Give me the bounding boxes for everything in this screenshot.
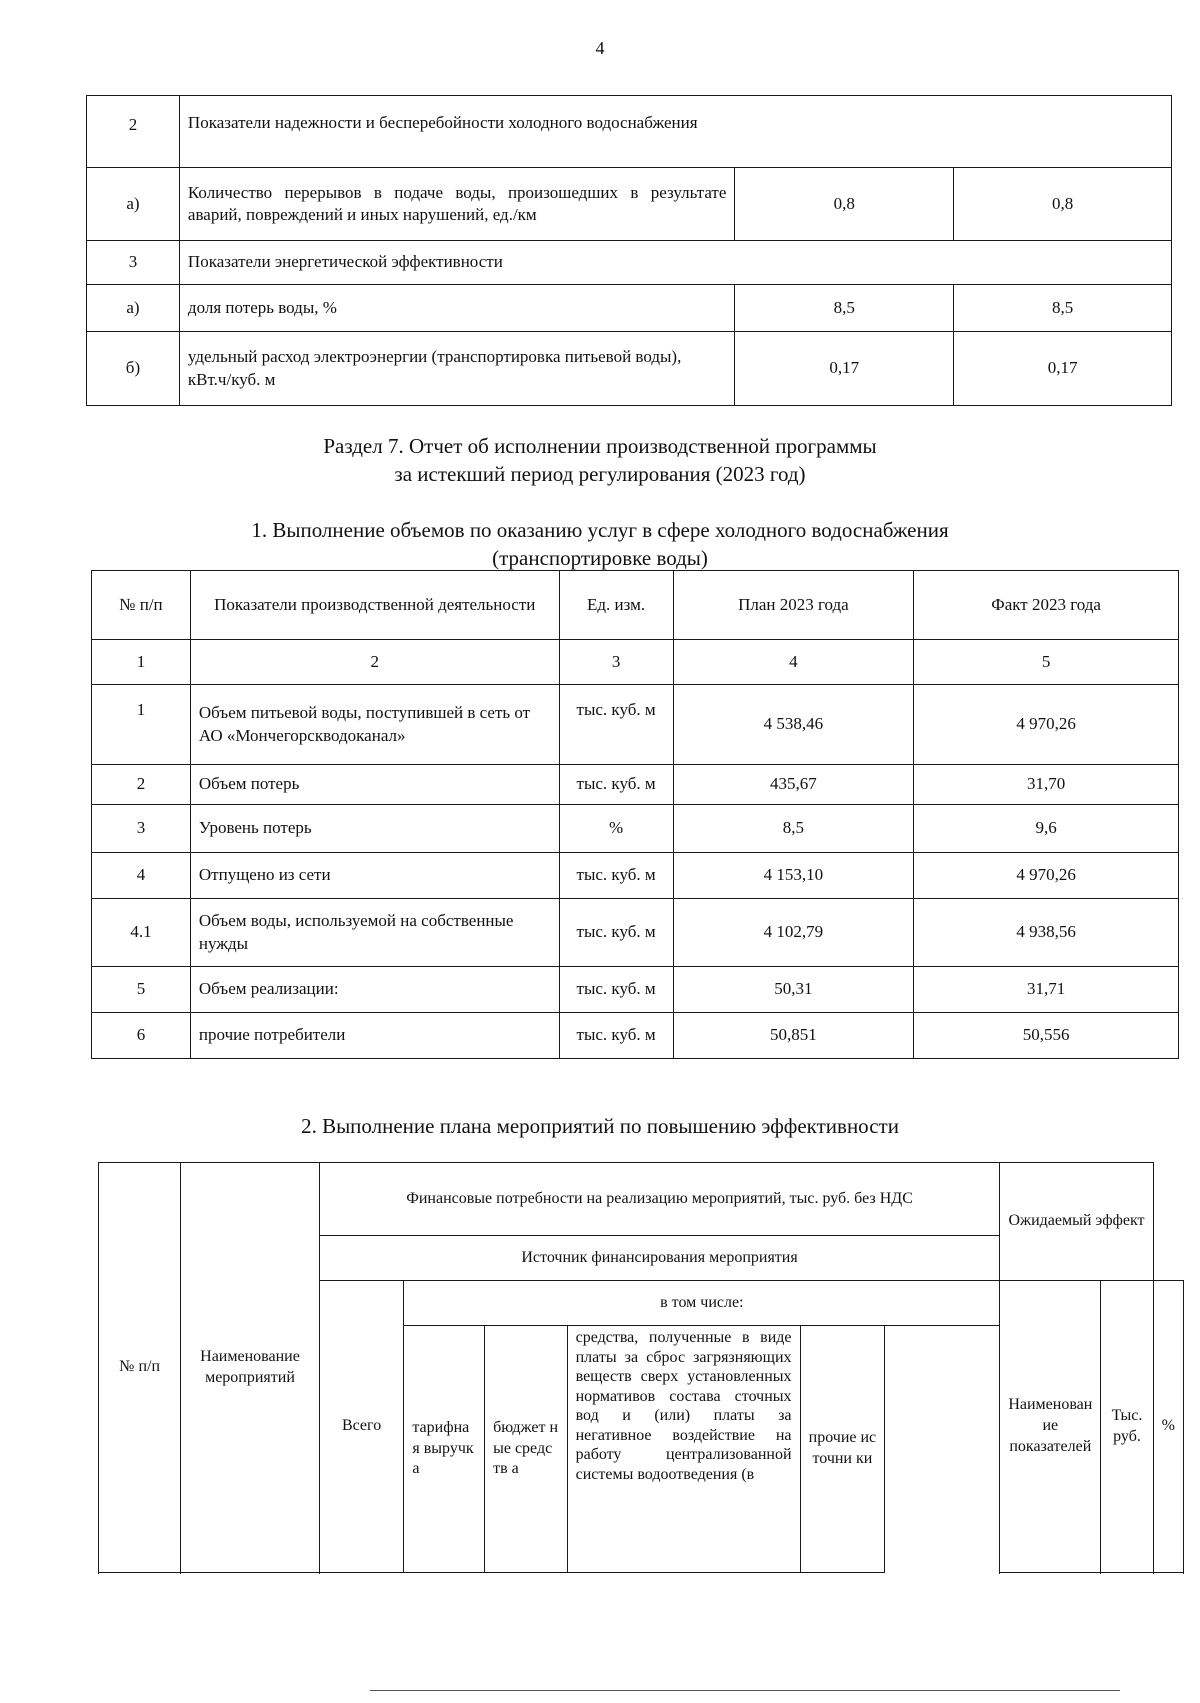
volumes-row-unit: тыс. куб. м xyxy=(559,967,673,1013)
volumes-row-name: Объем питьевой воды, поступившей в сеть от АО «Мончегорскводоканал» xyxy=(190,685,559,765)
indicators-row-plan: 8,5 xyxy=(735,285,954,332)
measures-fin-needs: Финансовые потребности на реализацию мероприятий, тыс. руб. без НДС xyxy=(319,1163,1000,1236)
measures-including: в том числе: xyxy=(404,1281,1000,1326)
volumes-header-fact: Факт 2023 года xyxy=(914,571,1179,640)
volumes-row-name: Уровень потерь xyxy=(190,805,559,853)
indicators-row-num: 2 xyxy=(87,96,180,168)
volumes-table xyxy=(91,570,1179,1059)
measures-source: Источник финансирования мероприятия xyxy=(319,1236,1000,1281)
volumes-row-num: 6 xyxy=(92,1013,191,1059)
volumes-row-num: 4 xyxy=(92,853,191,899)
volumes-row-fact: 50,556 xyxy=(914,1013,1179,1059)
volumes-row-fact: 4 970,26 xyxy=(914,685,1179,765)
measures-budget: бюджет ные средств а xyxy=(485,1326,568,1573)
indicators-row-fact: 0,8 xyxy=(954,168,1172,241)
measures-indicator-name: Наименован ие показателей xyxy=(1000,1281,1101,1573)
indicators-row-name: Показатели надежности и бесперебойности холодного водоснабжения xyxy=(179,96,1171,168)
volumes-header-unit: Ед. изм. xyxy=(559,571,673,640)
measures-percent: % xyxy=(1153,1281,1183,1573)
volumes-header-num: № п/п xyxy=(92,571,191,640)
volumes-row-unit: тыс. куб. м xyxy=(559,685,673,765)
volumes-row-unit: тыс. куб. м xyxy=(559,1013,673,1059)
volumes-row-fact: 4 938,56 xyxy=(914,899,1179,967)
measures-effect: Ожидаемый эффект xyxy=(1000,1163,1153,1281)
subsection1-line1: 1. Выполнение объемов по оказанию услуг в сфере холодного водоснабжения xyxy=(251,518,949,542)
volumes-row-plan: 50,31 xyxy=(673,967,914,1013)
measures-thousand-rub: Тыс. руб. xyxy=(1101,1281,1153,1573)
subsection2-title: 2. Выполнение плана мероприятий по повышению эффективности xyxy=(301,1114,899,1138)
volumes-header-name: Показатели производственной деятельности xyxy=(190,571,559,640)
measures-other: прочие источни ки xyxy=(800,1326,885,1573)
volumes-row-num: 1 xyxy=(92,685,191,765)
volumes-row-plan: 4 153,10 xyxy=(673,853,914,899)
indicators-row-num: 3 xyxy=(87,241,180,285)
indicators-row-fact: 8,5 xyxy=(954,285,1172,332)
section7-line2: за истекший период регулирования (2023 год) xyxy=(394,462,806,487)
subsection1-line2: (транспортировке воды) xyxy=(492,546,708,571)
indicators-row-name: Показатели энергетической эффективности xyxy=(179,241,1171,285)
indicators-row-plan: 0,17 xyxy=(735,332,954,406)
measures-col-num: № п/п xyxy=(99,1163,181,1573)
measures-table xyxy=(98,1162,1184,1573)
indicators-row-plan: 0,8 xyxy=(735,168,954,241)
volumes-row-fact: 9,6 xyxy=(914,805,1179,853)
volumes-colnum: 2 xyxy=(190,640,559,685)
volumes-row-plan: 50,851 xyxy=(673,1013,914,1059)
volumes-row-plan: 4 538,46 xyxy=(673,685,914,765)
volumes-row-name: Отпущено из сети xyxy=(190,853,559,899)
volumes-row-name: Объем потерь xyxy=(190,765,559,805)
volumes-row-num: 5 xyxy=(92,967,191,1013)
section7-line1: Раздел 7. Отчет об исполнении производственной программы xyxy=(323,434,877,458)
volumes-row-num: 3 xyxy=(92,805,191,853)
measures-total: Всего xyxy=(319,1281,404,1573)
volumes-row-num: 2 xyxy=(92,765,191,805)
volumes-row-plan: 435,67 xyxy=(673,765,914,805)
volumes-row-unit: тыс. куб. м xyxy=(559,899,673,967)
volumes-row-plan: 8,5 xyxy=(673,805,914,853)
volumes-colnum: 5 xyxy=(914,640,1179,685)
volumes-row-unit: тыс. куб. м xyxy=(559,765,673,805)
measures-fees: средства, полученные в виде платы за сброс загрязняющих веществ сверх установленных нормативов состава сточных вод и (или) платы за негативное воздействие на работу централизованной системы водоотведения (в xyxy=(567,1326,800,1573)
indicators-row-num: б) xyxy=(87,332,180,406)
volumes-row-fact: 31,70 xyxy=(914,765,1179,805)
indicators-row-num: а) xyxy=(87,285,180,332)
volumes-row-name: Объем воды, используемой на собственные нужды xyxy=(190,899,559,967)
indicators-row-name: удельный расход электроэнергии (транспортировка питьевой воды), кВт.ч/куб. м xyxy=(179,332,734,406)
volumes-row-num: 4.1 xyxy=(92,899,191,967)
volumes-row-plan: 4 102,79 xyxy=(673,899,914,967)
volumes-header-plan: План 2023 года xyxy=(673,571,914,640)
bottom-rule xyxy=(370,1690,1120,1691)
section7-heading xyxy=(0,432,1200,489)
volumes-row-name: прочие потребители xyxy=(190,1013,559,1059)
volumes-row-fact: 31,71 xyxy=(914,967,1179,1013)
indicators-row-name: доля потерь воды, % xyxy=(179,285,734,332)
volumes-row-unit: тыс. куб. м xyxy=(559,853,673,899)
volumes-colnum: 3 xyxy=(559,640,673,685)
page-number: 4 xyxy=(595,38,605,58)
measures-col-name: Наименование мероприятий xyxy=(181,1163,320,1573)
indicators-row-fact: 0,17 xyxy=(954,332,1172,406)
indicators-table xyxy=(86,95,1172,406)
volumes-row-fact: 4 970,26 xyxy=(914,853,1179,899)
volumes-row-name: Объем реализации: xyxy=(190,967,559,1013)
measures-tariff: тарифна я выручка xyxy=(404,1326,485,1573)
subsection1-heading xyxy=(0,516,1200,573)
volumes-colnum: 1 xyxy=(92,640,191,685)
indicators-row-num: а) xyxy=(87,168,180,241)
indicators-row-name: Количество перерывов в подаче воды, произошедших в результате аварий, повреждений и иных нарушений, ед./км xyxy=(179,168,734,241)
volumes-row-unit: % xyxy=(559,805,673,853)
volumes-colnum: 4 xyxy=(673,640,914,685)
